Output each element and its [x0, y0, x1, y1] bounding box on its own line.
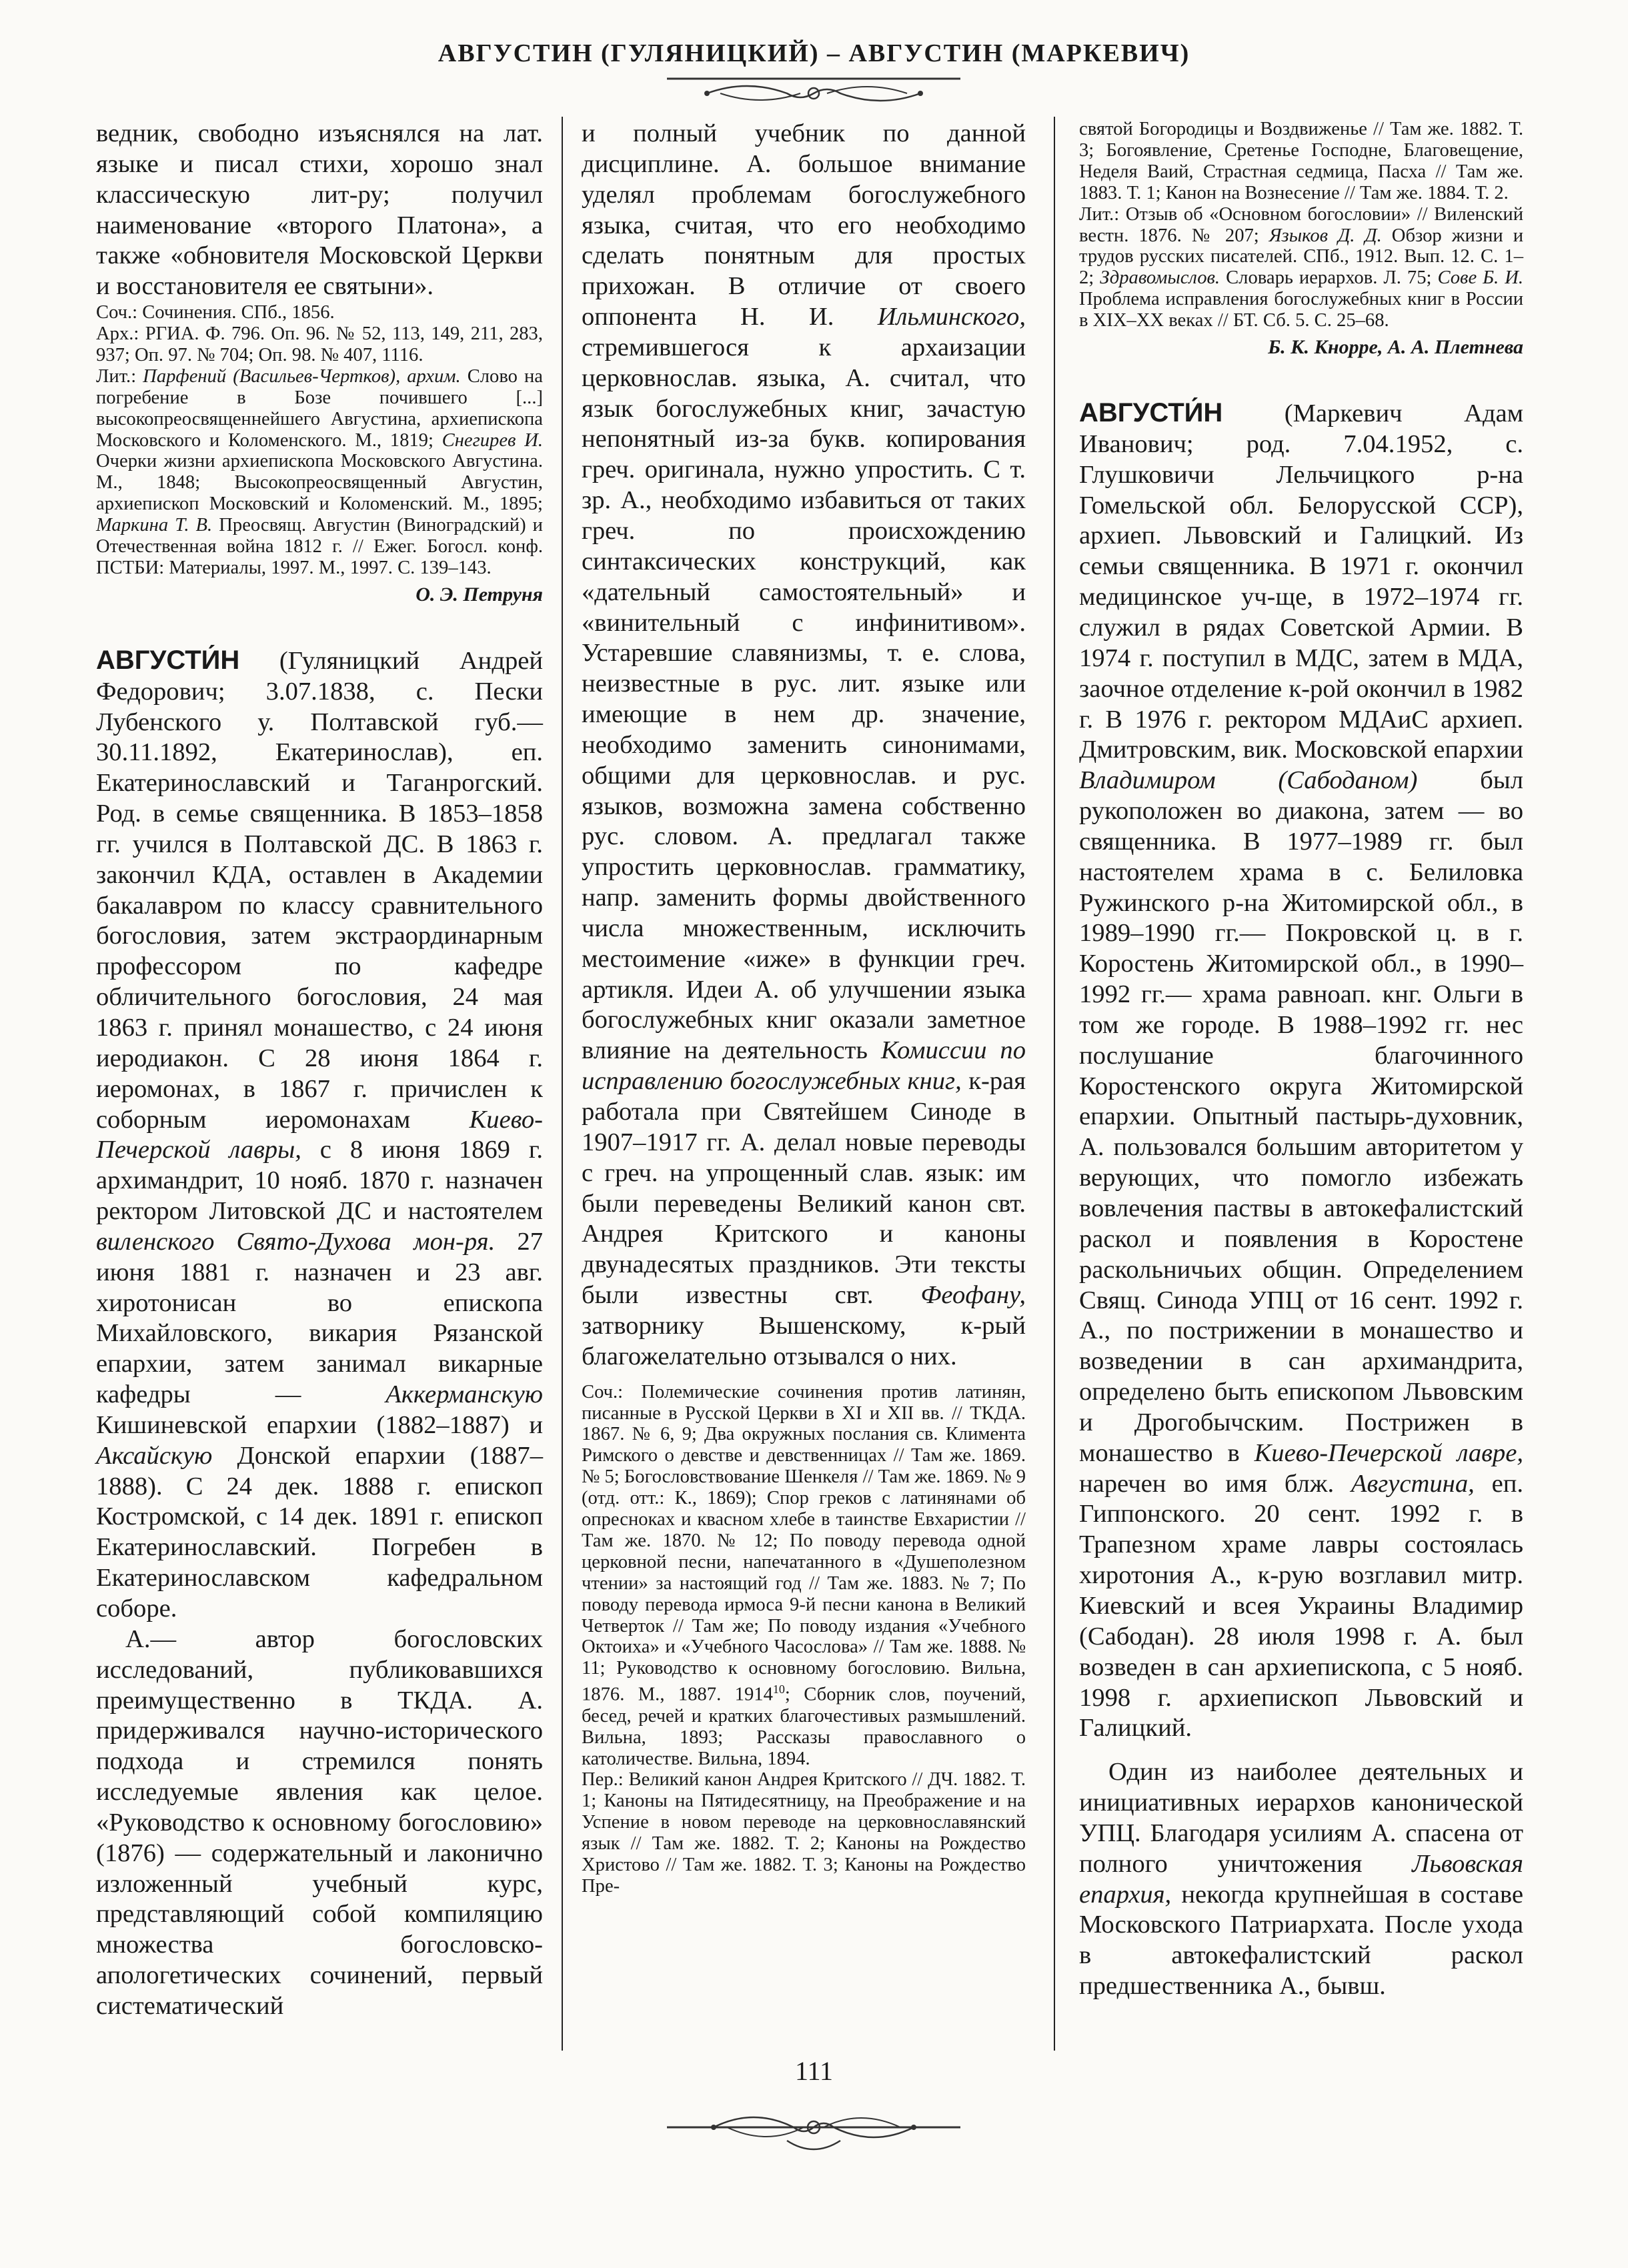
- article-author: О. Э. Петруня: [416, 583, 543, 606]
- literature-list: Лит.: Парфений (Васильев-Чертков), архим. Слово на погребение в Бозе почившего [...] высокопреосвященнейшего Августина, архиепископа Московского и Коломенского. М., 1819; Снегирев И. Очерки жизни архиепископа Московского Августина. М., 1848; Высокопреосвященный Августин, архиепископ Московский и Коломенский. М., 1895; Маркина Т. В. Преосвящ. Августин (Виноградский) и Отечественная война 1812 г. // Ежег. Богосл. конф. ПСТБИ: Материалы, 1997. М., 1997. С. 139–143.: [96, 365, 543, 578]
- footer-ornament-icon: [667, 2101, 960, 2161]
- header-ornament-icon: [667, 73, 960, 113]
- column-divider: [562, 117, 563, 2051]
- entry-augustine-markevich: АВГУСТИ́Н (Маркевич Адам Иванович; род. 7.04.1952, с. Глушковичи Лельчицкого р-на Гомельской обл. Белорусской ССР), архиеп. Львовский и Галицкий. Из семьи священника. В 1971 г. окончил медицинское уч-ще, в 1972–1974 гг. служил в рядах Советской Армии. В 1974 г. поступил в МДС, затем в МДА, заочное отделение к-рой окончил в 1982 г. В 1976 г. ректором МДАиС архиеп. Дмитровским, вик. Московской епархии Владимиром (Сабоданом) был рукоположен во диакона, затем — во священника. В 1977–1989 гг. был настоятелем храма в с. Белиловка Ружинского р-на Житомирской обл., в 1989–1990 гг.— Покровской ц. в г. Коростень Житомирской обл., в 1990–1992 гг.— храма равноап. кнг. Ольги в том же городе. В 1988–1992 гг. нес послушание благочинного Коростенского округа Житомирской епархии. Опытный пастырь-духовник, А. пользовался большим авторитетом у верующих, что помогло избежать вовлечения паствы в автокефалистский раскол и появления в Коростене раскольничьих общин. Определением Свящ. Синода УПЦ от 16 сент. 1992 г. А., по пострижении в монашество и возведении в сан архимандрита, определено быть епископом Львовским и Дрогобычским. Пострижен в монашество в Киево-Печерской лавре, наречен во имя блж. Августина, еп. Гиппонского. 20 сент. 1992 г. в Трапезном храме лавры состоялась хиротония А., к-рую возглавил митр. Киевский и всея Украины Владимир (Сабодан). 28 июля 1998 г. А. был возведен в сан архиепископа, с 5 нояб. 1998 г. архиепископ Львовский и Галицкий.: [1079, 398, 1523, 1743]
- paragraph: Один из наиболее деятельных и инициативных иерархов канонической УПЦ. Благодаря усилиям А. спасена от полного уничтожения Львовская епархия, некогда крупнейшая в составе Московского Патриархата. После ухода в автокефалистский раскол предшественника А., бывш.: [1079, 1758, 1523, 2001]
- paragraph: А.— автор богословских исследований, публиковавшихся преимущественно в ТКДА. А. придерживался научно-исторического подхода и стремился понять исследуемые явления как целое. «Руководство к основному богословию» (1876) — содержательный и лаконично изложенный учебный курс, представляющий собой компиляцию множества богословско-апологетических сочинений, первый систематический: [96, 1624, 543, 2020]
- translations-list: Пер.: Великий канон Андрея Критского // ДЧ. 1882. Т. 1; Каноны на Пятидесятницу, на Преображение и на Успение в новом переводе на церковнославянский язык // Там же. 1882. Т. 2; Каноны на Рождество Христово // Там же. 1882. Т. 3; Каноны на Рождество Пре-: [582, 1769, 1026, 1897]
- works-list: Соч.: Сочинения. СПб., 1856.: [96, 302, 335, 323]
- column-divider: [1054, 117, 1055, 2051]
- column-1: [96, 119, 543, 2022]
- works-list: Соч.: Полемические сочинения против латинян, писанные в Русской Церкви в XI и XII вв. // ТКДА. 1867. № 6, 9; Два окружных послания св. Климента Римского о девстве и девственницах // Там же. 1869. № 5; Богословствование Шенкеля // Там же. 1869. № 9 (отд. отт.: К., 1869); Спор греков с латинянами об опресноках и квасном хлебе в таинстве Евхаристии // Там же. 1870. № 12; По поводу перевода одной церковной песни, напечатанного в «Душеполезном чтении» за настоящий год // Там же. 1883. № 7; По поводу перевода ирмоса 9-й песни канона в Великий Четверток // Там же; По поводу издания «Учебного Октоиха» и «Учебного Часослова» // Там же. 1888. № 11; Руководство к основному богословию. Вильна, 1876. М., 1887. 1914$^{10}$; Сборник слов, поучений, бесед, речей и кратких благочестивых размышлений. Вильна, 1893; Рассказы православного о католичестве. Вильна, 1894.: [582, 1381, 1026, 1769]
- translations-list-cont: святой Богородицы и Воздвиженье // Там же. 1882. Т. 3; Богоявление, Сретенье Господне, Благовещение, Неделя Ваий, Страстная седмица, Пасха // Там же. 1883. Т. 1; Канон на Вознесение // Там же. 1884. Т. 2.: [1079, 119, 1523, 203]
- article-author: Б. К. Кнорре, А. А. Плетнева: [1268, 336, 1523, 359]
- column-3: [1079, 119, 1523, 2002]
- continued-text: ведник, свободно изъяснялся на лат. языке и писал стихи, хорошо знал классическую лит-ру; получил наименование «второго Платона», а также «обновителя Московской Церкви и восстановителя ее святыни».: [96, 119, 543, 301]
- entry-headword: АВГУСТИ́Н: [96, 645, 240, 675]
- paragraph: и полный учебник по данной дисциплине. А. большое внимание уделял проблемам богослужебного языка, считая, что его необходимо сделать понятным для простых прихожан. В отличие от своего оппонента Н. И. Ильминского, стремившегося к архаизации церковнослав. языка, А. считал, что язык богослужебных книг, зачастую непонятный из-за букв. копирования греч. оригинала, нужно упростить. С т. зр. А., необходимо избавиться от таких греч. по происхождению синтаксических конструкций, как «дательный самостоятельный» и «винительный с инфинитивом». Устаревшие славянизмы, т. е. слова, неизвестные в рус. лит. языке или имеющие в нем др. значение, необходимо заменить синонимами, общими для церковнослав. и рус. языков, возможна замена собственно рус. словом. А. предлагал также упростить церковнослав. грамматику, напр. заменить формы двойственного числа множественным, исключить местоимение «иже» в функции греч. артикля. Идеи А. об улучшении языка богослужебных книг оказали заметное влияние на деятельность Комиссии по исправлению богослужебных книг, к-рая работала при Святейшем Синоде в 1907–1917 гг. А. делал новые переводы с греч. на упрощенный слав. язык: им были переведены Великий канон свт. Андрея Критского и каноны двунадесятых праздников. Эти тексты были известны свт. Феофану, затворнику Вышенскому, к-рый благожелательно отзывался о них.: [582, 119, 1026, 1370]
- literature-list: Лит.: Отзыв об «Основном богословии» // Виленский вестн. 1876. № 207; Языков Д. Д. Обзор жизни и трудов русских писателей. СПб., 1912. Вып. 12. С. 1–2; Здравомыслов. Словарь иерархов. Л. 75; Сове Б. И. Проблема исправления богослужебных книг в России в XIX–XX веках // БТ. Сб. 5. С. 25–68.: [1079, 203, 1524, 331]
- page-number: 111: [794, 2056, 834, 2086]
- column-2: [582, 119, 1026, 1897]
- entry-headword: АВГУСТИ́Н: [1079, 398, 1223, 428]
- archive-list: Арх.: РГИА. Ф. 796. Оп. 96. № 52, 113, 149, 211, 283, 937; Оп. 97. № 704; Оп. 98. № 407, 1116.: [96, 323, 543, 365]
- running-header: АВГУСТИН (ГУЛЯНИЦКИЙ) – АВГУСТИН (МАРКЕВИЧ): [438, 39, 1190, 67]
- entry-augustine-gulyanitsky: АВГУСТИ́Н (Гуляницкий Андрей Федорович; 3.07.1838, с. Пески Лубенского у. Полтавской губ.— 30.11.1892, Екатеринослав), еп. Екатеринославский и Таганрогский. Род. в семье священника. В 1853–1858 гг. учился в Полтавской ДС. В 1863 г. закончил КДА, оставлен в Академии бакалавром по классу сравнительного богословия, затем экстраординарным профессором по кафедре обличительного богословия, 24 мая 1863 г. принял монашество, с 24 июня иеродиакон. С 28 июня 1864 г. иеромонах, в 1867 г. причислен к соборным иеромонахам Киево-Печерской лавры, с 8 июня 1869 г. архимандрит, 10 нояб. 1870 г. назначен ректором Литовской ДС и настоятелем виленского Свято-Духова мон-ря. 27 июня 1881 г. назначен и 23 авг. хиротонисан во епископа Михайловского, викария Рязанской епархии, затем занимал викарные кафедры — Аккерманскую Кишиневской епархии (1882–1887) и Аксайскую Донской епархии (1887–1888). С 24 дек. 1888 г. епископ Костромской, с 14 дек. 1891 г. епископ Екатеринославский. Погребен в Екатеринославском кафедральном соборе.: [96, 645, 543, 1622]
